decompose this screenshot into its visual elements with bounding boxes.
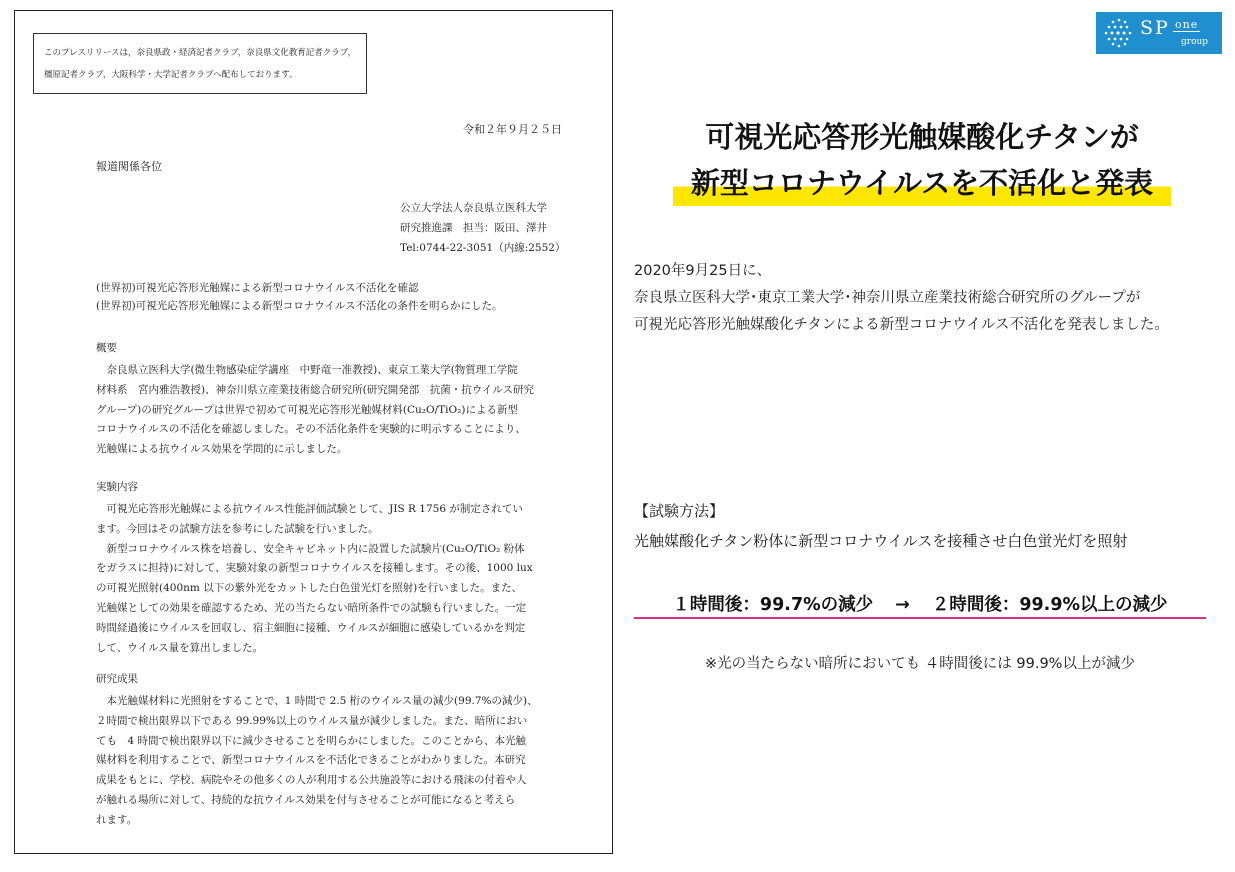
issuer-name: 公立大学法人奈良県立医科大学	[400, 202, 547, 214]
result-1-hour: １時間後：99.7%の減少	[672, 595, 874, 615]
summary-section	[96, 339, 576, 460]
paragraph-line: 奈良県立医科大学(微生物感染症学講座 中野竜一准教授)、東京工業大学(物質理工学院	[96, 364, 518, 376]
press-release-document	[14, 10, 613, 854]
intro-paragraph	[634, 258, 1169, 339]
headline-line: (世界初)可視光応答形光触媒による新型コロナウイルス不活化の条件を明らかにした。	[96, 300, 503, 312]
issuer-contact: 研究推進課 担当：阪田、澤井	[400, 222, 547, 234]
paragraph-line: 材料系 宮内雅浩教授)、神奈川県立産業技術総合研究所(研究開発部 抗菌・抗ウイルス研究	[96, 383, 535, 396]
paragraph-line: 可視光応答形光触媒による抗ウイルス性能評価試験として、JIS R 1756 が制定されてい	[96, 503, 523, 515]
globe-icon	[1102, 16, 1136, 50]
paragraph-line: して、ウイルス量を算出しました。	[96, 641, 264, 654]
method-description: 光触媒酸化チタン粉体に新型コロナウイルスを接種させ白色蛍光灯を照射	[634, 532, 1128, 550]
paragraph-line: れます。	[96, 813, 138, 826]
logo-group-text: group	[1181, 37, 1209, 47]
issuer-block	[400, 198, 565, 258]
result-2-hours: ２時間後：99.9%以上の減少	[931, 595, 1168, 615]
sp-one-group-logo	[1096, 12, 1222, 54]
notice-line: このプレスリリースは，奈良県政・経済記者クラブ，奈良県文化教育記者クラブ，	[44, 48, 357, 58]
headline-line: (世界初)可視光応答形光触媒による新型コロナウイルス不活化を確認	[96, 282, 419, 294]
addressee: 報道関係各位	[96, 160, 162, 173]
paragraph-line: 新型コロナウイルス株を培養し、安全キャビネット内に設置した試験片(Cu₂O/TiO₂ 粉体	[96, 542, 525, 555]
intro-line: 2020年9月25日に、	[634, 263, 772, 279]
intro-line: 奈良県立医科大学･東京工業大学･神奈川県立産業技術総合研究所のグループが	[634, 290, 1141, 306]
paragraph-line: 成果をもとに、学校、病院やその他多くの人が利用する公共施設等における飛沫の付着や人	[96, 774, 527, 787]
paragraph-line: が触れる場所に対して、持続的な抗ウイルス効果を付与させることが可能になると考えら	[96, 793, 516, 806]
paragraph-line: の可視光照射(400nm 以下の紫外光をカットした白色蛍光灯を照射)を行いました。また、	[96, 582, 523, 595]
paragraph-line: 時間経過後にウイルスを回収し、宿主細胞に接種、ウイルスが細胞に感染しているかを判定	[96, 621, 526, 634]
logo-sp-text: SP	[1140, 17, 1170, 39]
paragraph-line: 光触媒による抗ウイルス効果を学問的に示しました。	[96, 443, 348, 456]
issuer-phone: Tel:0744-22-3051（内線:2552）	[400, 242, 566, 254]
arrow-right-icon: →	[895, 595, 910, 615]
section-heading: 概要	[96, 342, 117, 354]
panel-title	[632, 114, 1212, 206]
paragraph-line: コロナウイルスの不活化を確認しました。その不活化条件を実験的に明示することにより、	[96, 423, 526, 436]
experiment-section	[96, 478, 576, 658]
distribution-notice-box	[33, 33, 367, 94]
paragraph-line: ても 4 時間で検出限界以下に減少させることを明らかにしました。このことから、本光触	[96, 734, 527, 747]
release-date: 令和２年９月２５日	[463, 123, 562, 136]
intro-line: 可視光応答形光触媒酸化チタンによる新型コロナウイルス不活化を発表しました。	[634, 317, 1169, 333]
paragraph-line: 光触媒としての効果を確認するため、光の当たらない暗所条件での試験も行いました。一定	[96, 601, 527, 614]
title-line-1: 可視光応答形光触媒酸化チタンが	[705, 120, 1139, 154]
title-line-2-highlighted: 新型コロナウイルスを不活化と発表	[673, 160, 1171, 206]
logo-one-text: one	[1175, 18, 1199, 31]
notice-line: 橿原記者クラブ，大阪科学・大学記者クラブへ配布しております。	[44, 70, 298, 80]
section-heading: 実験内容	[96, 481, 138, 493]
paragraph-line: ます。今回はその試験方法を参考にした試験を行いました。	[96, 522, 379, 535]
dark-condition-note: ※光の当たらない暗所においても ４時間後には 99.9%以上が減少	[705, 656, 1135, 672]
paragraph-line: 媒材料を利用することで、新型コロナウイルスを不活化できることがわかりました。本研究	[96, 754, 526, 767]
paragraph-line: グループ)の研究グループは世界で初めて可視光応答形光触媒材料(Cu₂O/TiO₂)による新型	[96, 403, 518, 416]
method-heading: 【試験方法】	[634, 502, 725, 520]
release-headlines	[96, 279, 503, 315]
paragraph-line: 本光触媒材料に光照射をすることで、1 時間で 2.5 桁のウイルス量の減少(99.7%の減少)、	[96, 695, 538, 707]
result-summary	[634, 591, 1206, 619]
results-section	[96, 670, 576, 831]
paragraph-line: ２時間で検出限界以下である 99.99%以上のウイルス量が減少しました。また、暗所におい	[96, 714, 528, 727]
paragraph-line: をガラスに担持)に対して、実験対象の新型コロナウイルスを接種します。その後、1000 lux	[96, 562, 533, 575]
section-heading: 研究成果	[96, 673, 138, 685]
